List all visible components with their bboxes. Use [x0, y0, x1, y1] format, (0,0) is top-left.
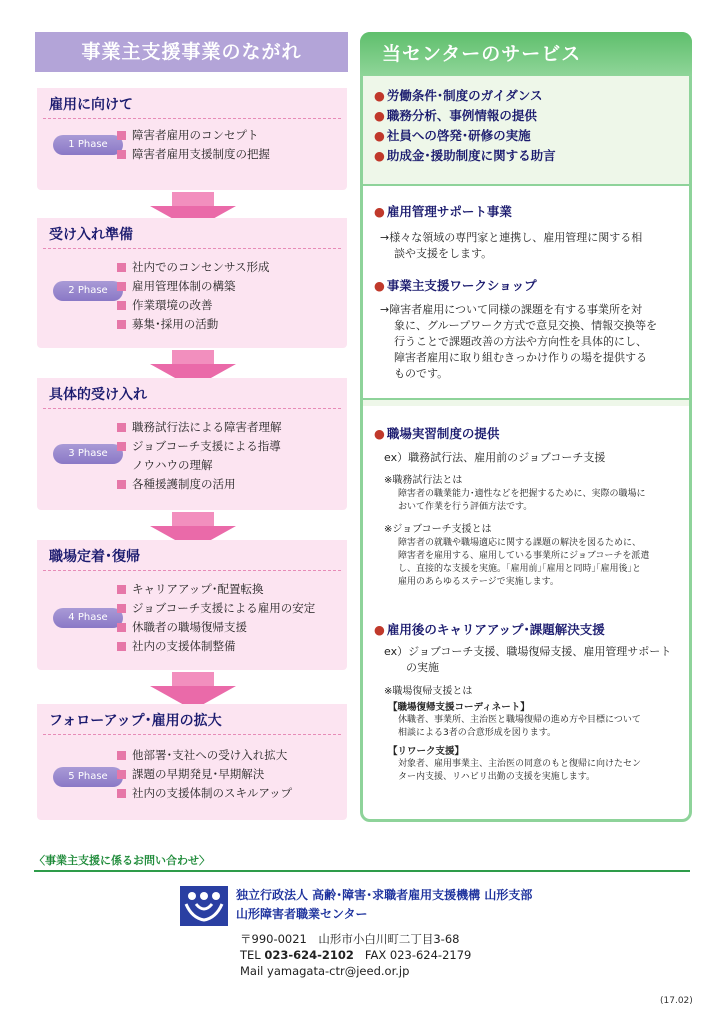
phase-title: 雇用に向けて [49, 97, 133, 113]
section-desc: 象に、グループワーク方式で意見交換、情報交換等を [394, 319, 658, 332]
phase-4-box [37, 540, 347, 670]
service-item: 職務分析、事例情報の提供 [386, 108, 537, 123]
note-text: おいて作業を行う評価方法です。 [398, 502, 533, 512]
phase-items [117, 418, 282, 494]
section-desc: 行うことで課題改善の方法や方向性を具体的にし、 [394, 335, 647, 348]
phase-items [117, 258, 270, 334]
section-desc: →様々な領域の専門家と連携し、雇用管理に関する相 [380, 231, 643, 244]
phase-pill: 3 Phase [53, 444, 123, 464]
phase-item: 社内の支援体制のスキルアップ [117, 784, 292, 803]
phase-item: 各種援護制度の活用 [117, 475, 282, 494]
workshop-section [374, 276, 684, 382]
phone-line [240, 948, 471, 963]
phase-pill: 1 Phase [53, 135, 123, 155]
fax-number: 023-624-2179 [389, 948, 472, 962]
phase-2-box [37, 218, 347, 348]
divider [34, 870, 690, 872]
phase-pill: 5 Phase [53, 767, 123, 787]
phase-item: キャリアアップ･配置転換 [117, 580, 315, 599]
service-item: 労働条件･制度のガイダンス [386, 88, 543, 103]
org-name: 独立行政法人 高齢･障害･求職者雇用支援機構 山形支部 [236, 888, 533, 902]
note-text: 障害者を雇用する、雇用している事業所にジョブコーチを派遣 [398, 551, 650, 561]
phase-pill: 2 Phase [53, 281, 123, 301]
career-section [374, 620, 686, 784]
section-desc: →障害者雇用について同様の課題を有する事業所を対 [380, 303, 642, 316]
bullet-icon: ● [374, 426, 385, 441]
bullet-icon: ● [374, 108, 385, 123]
divider [43, 118, 341, 119]
divider-band [363, 400, 689, 406]
phase-item: 社内でのコンセンサス形成 [117, 258, 270, 277]
flow-header: 事業主支援事業のながれ [35, 32, 348, 72]
divider [363, 184, 689, 186]
phase-title: 受け入れ準備 [49, 227, 133, 243]
bullet-icon: ● [374, 128, 385, 143]
phase-item: 募集･採用の活動 [117, 315, 270, 334]
phase-1-box [37, 88, 347, 190]
services-list [374, 86, 556, 166]
note-heading: ※職場復帰支援とは [384, 686, 473, 697]
service-item: 社員への啓発･研修の実施 [386, 128, 531, 143]
bullet-icon: ● [374, 88, 385, 103]
phase-item: ノウハウの理解 [132, 458, 213, 472]
note-text: し、直接的な支援を実施。｢雇用前｣｢雇用と同時｣｢雇用後｣と [398, 564, 642, 574]
phase-item: 雇用管理体制の構築 [117, 277, 270, 296]
phase-5-box [37, 704, 347, 820]
note-heading: ※職務試行法とは [384, 475, 463, 486]
phase-title: 具体的受け入れ [49, 387, 147, 403]
section-title: 雇用後のキャリアアップ･課題解決支援 [386, 622, 605, 637]
note-text: 対象者、雇用事業主、主治医の同意のもと復帰に向けたセン [398, 759, 642, 769]
section-desc: 談や支援をします。 [394, 247, 493, 260]
phase-items [117, 580, 315, 656]
divider [43, 734, 341, 735]
divider [43, 570, 341, 571]
section-desc: 障害者雇用に取り組むきっかけ作りの場を提供する [394, 351, 647, 364]
section-title: 職場実習制度の提供 [386, 426, 500, 441]
phase-item: 障害者雇用支援制度の把握 [117, 145, 270, 164]
section-title: 雇用管理サポート事業 [386, 204, 512, 219]
sub-heading: 【職場復帰支援コーディネート】 [388, 702, 530, 713]
note-text: 障害者の就職や職場適応に関する課題の解決を図るために、 [398, 538, 642, 548]
phase-title: フォローアップ･雇用の拡大 [49, 713, 222, 729]
fax-label: FAX [364, 948, 387, 962]
phase-items [117, 746, 292, 803]
note-text: 障害者の職業能力･適性などを把握するために、実際の職場に [398, 489, 646, 499]
note-text: 相談による3者の合意形成を図ります。 [398, 728, 557, 738]
contact-heading: 〈事業主支援に係るお問い合わせ〉 [34, 854, 210, 867]
phase-item: 社内の支援体制整備 [117, 637, 315, 656]
note-heading: ※ジョブコーチ支援とは [384, 524, 492, 535]
note-text: 雇用のあらゆるステージで実施します。 [398, 577, 559, 587]
phase-item: 他部署･支社への受け入れ拡大 [117, 746, 292, 765]
services-header: 当センターのサービス [360, 32, 692, 76]
phase-item: 作業環境の改善 [117, 296, 270, 315]
example-text: の実施 [406, 661, 439, 674]
phase-item: ジョブコーチ支援による指導 [117, 437, 282, 456]
org-logo-icon [180, 886, 228, 926]
divider [43, 248, 341, 249]
phase-item: 休職者の職場復帰支援 [117, 618, 315, 637]
phase-item: 課題の早期発見･早期解決 [117, 765, 292, 784]
example-text: ex）職務試行法、雇用前のジョブコーチ支援 [384, 451, 606, 464]
mail-address: Mail yamagata-ctr@jeed.or.jp [240, 964, 410, 978]
mgmt-support-section [374, 202, 684, 262]
bullet-icon: ● [374, 622, 385, 637]
example-text: ex）ジョブコーチ支援、職場復帰支援、雇用管理サポート [384, 645, 672, 658]
phase-item: 職務試行法による障害者理解 [117, 418, 282, 437]
phase-pill: 4 Phase [53, 608, 123, 628]
sub-heading: 【リワーク支援】 [388, 746, 465, 757]
practice-section [374, 424, 686, 589]
bullet-icon: ● [374, 148, 385, 163]
center-name: 山形障害者職業センター [236, 907, 368, 921]
bullet-icon: ● [374, 278, 385, 293]
address: 〒990-0021 山形市小白川町二丁目3-68 [240, 932, 460, 946]
service-item: 助成金･援助制度に関する助言 [386, 148, 556, 163]
phase-item: 障害者雇用のコンセプト [117, 126, 270, 145]
tel-label: TEL [240, 948, 261, 962]
section-title: 事業主支援ワークショップ [386, 278, 537, 293]
note-text: ター内支援、リハビリ出勤の支援を実施します。 [398, 772, 596, 782]
divider [43, 408, 341, 409]
phase-title: 職場定着･復帰 [49, 549, 140, 565]
phase-3-box [37, 378, 347, 510]
document-code: (17.02) [660, 996, 693, 1006]
phase-item: ジョブコーチ支援による雇用の安定 [117, 599, 315, 618]
note-text: 休職者、事業所、主治医と職場復帰の進め方や目標について [398, 715, 641, 725]
bullet-icon: ● [374, 204, 385, 219]
section-desc: ものです。 [394, 367, 449, 380]
phase-items [117, 126, 270, 164]
tel-number: 023-624-2102 [264, 948, 354, 962]
